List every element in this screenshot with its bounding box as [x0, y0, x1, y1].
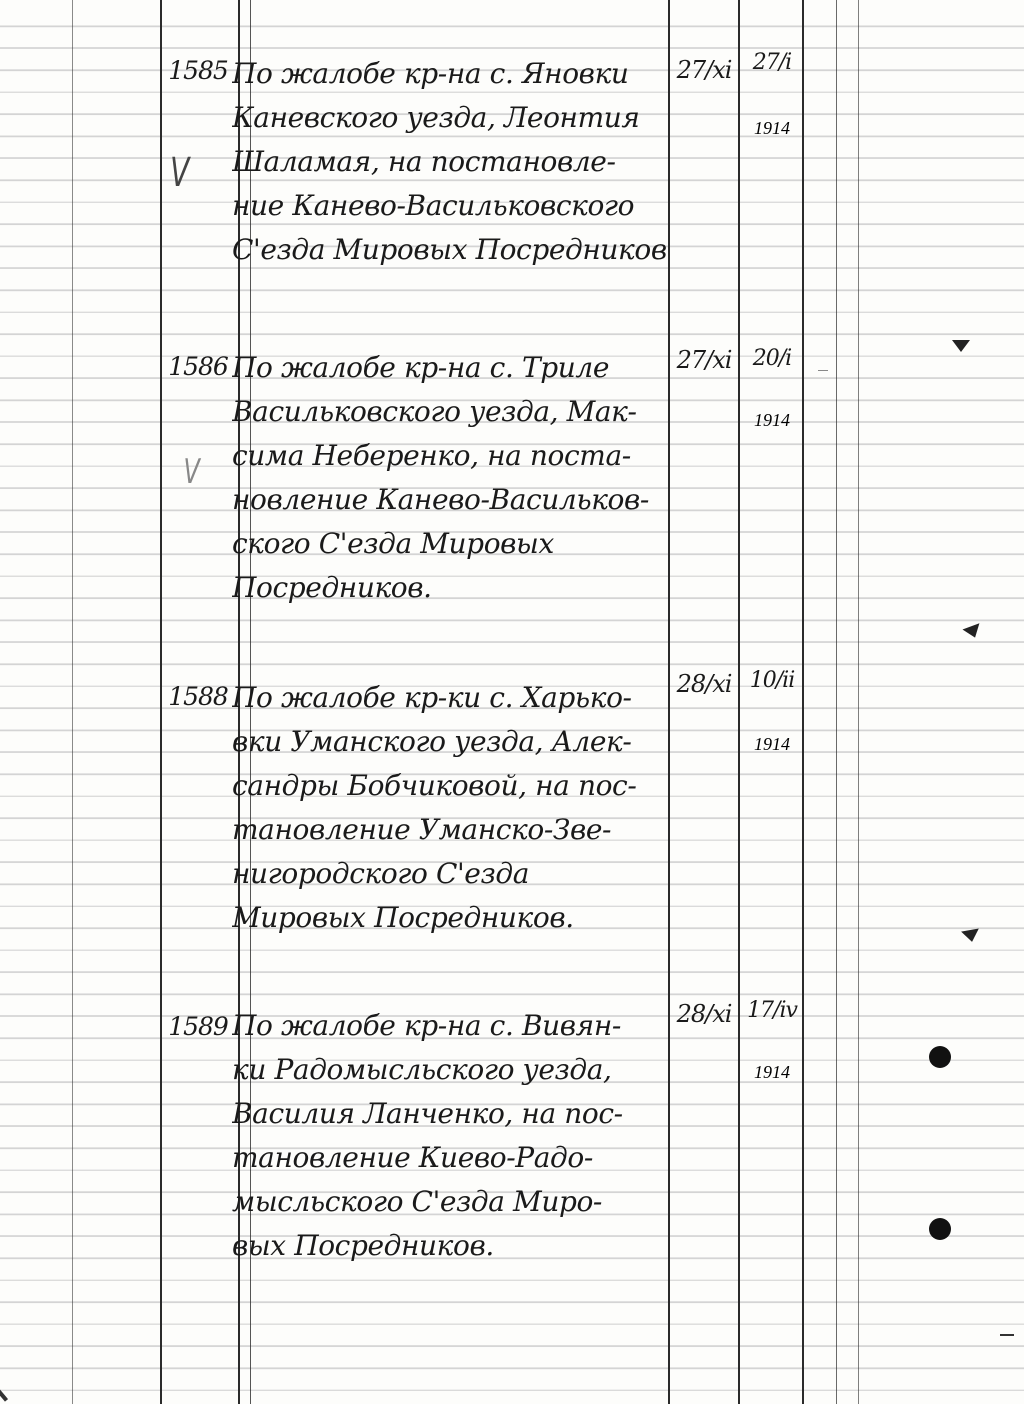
checkmark-icon: V [183, 452, 200, 492]
date-received: 27/xi [676, 56, 732, 84]
entry-text [232, 346, 672, 610]
margin-arrow-icon [961, 929, 981, 944]
entry-text-line: сима Неберенко, на поста- [232, 439, 631, 472]
margin-rule [72, 0, 73, 1404]
entry-text-line: Васильковского уезда, Мак- [232, 395, 637, 428]
extra-column-rule [836, 0, 837, 1404]
entry-text-line: Василия Ланченко, на пос- [232, 1097, 623, 1130]
entry-text [232, 52, 672, 272]
remarks-column-rule [802, 0, 804, 1404]
date-resolved: 27/i [752, 50, 792, 75]
entry-text-line: Мировых Посредников. [232, 901, 574, 934]
entry-text-line: тановление Киево-Радо- [232, 1141, 593, 1174]
entry-text-line: Каневского уезда, Леонтия [232, 101, 640, 134]
year: 1914 [754, 118, 790, 138]
entry-text-line: По жалобе кр-на с. Яновки [232, 57, 629, 90]
entry-text-line: нигородского С'езда [232, 857, 529, 890]
entry-text-line: Посредников. [232, 571, 432, 604]
page-edge-mark [0, 1388, 8, 1401]
date-resolved: 10/ii [749, 668, 795, 693]
entry-text-line: По жалобе кр-ки с. Харько- [232, 681, 632, 714]
entry-text-line: По жалобе кр-на с. Триле [232, 351, 609, 384]
entry-text-line: ние Канево-Васильковского [232, 189, 635, 222]
entry-number: 1585 [168, 56, 228, 85]
entry-text-line: вки Уманского уезда, Алек- [232, 725, 632, 758]
extra-column-rule-2 [858, 0, 859, 1404]
margin-dash [818, 370, 828, 371]
entry-text-line: новление Канево-Васильков- [232, 483, 649, 516]
checkmark-icon: V [170, 150, 190, 196]
year: 1914 [754, 734, 790, 754]
entry-text-line: вых Посредников. [232, 1229, 494, 1262]
entry-text [232, 1004, 672, 1268]
date-received: 27/xi [676, 346, 732, 374]
margin-arrow-icon [962, 623, 983, 640]
entry-text-line: сандры Бобчиковой, на пос- [232, 769, 637, 802]
punch-hole-icon [929, 1218, 951, 1240]
entry-text-line: ки Радомысльского уезда, [232, 1053, 612, 1086]
entry-text-line: тановление Уманско-Зве- [232, 813, 612, 846]
date-received: 28/xi [676, 1000, 732, 1028]
entry-text-line: По жалобе кр-на с. Вивян- [232, 1009, 621, 1042]
punch-hole-icon [929, 1046, 951, 1068]
entry-text-line: ского С'езда Мировых [232, 527, 554, 560]
entry-number: 1586 [168, 352, 228, 381]
entry-text [232, 676, 672, 940]
date-resolved: 17/iv [747, 998, 797, 1023]
entry-number: 1589 [168, 1012, 228, 1041]
entry-text-line: С'езда Мировых Посредников [232, 233, 667, 266]
margin-arrow-icon [952, 340, 970, 352]
margin-dash [1000, 1334, 1014, 1336]
entry-number: 1588 [168, 682, 228, 711]
entry-text-line: Шаламая, на постановле- [232, 145, 616, 178]
entry-text-line: мысльского С'езда Миро- [232, 1185, 602, 1218]
date-received: 28/xi [676, 670, 732, 698]
year: 1914 [754, 1062, 790, 1082]
date-resolved-column-rule [738, 0, 740, 1404]
year: 1914 [754, 410, 790, 430]
date-resolved: 20/i [752, 346, 792, 371]
